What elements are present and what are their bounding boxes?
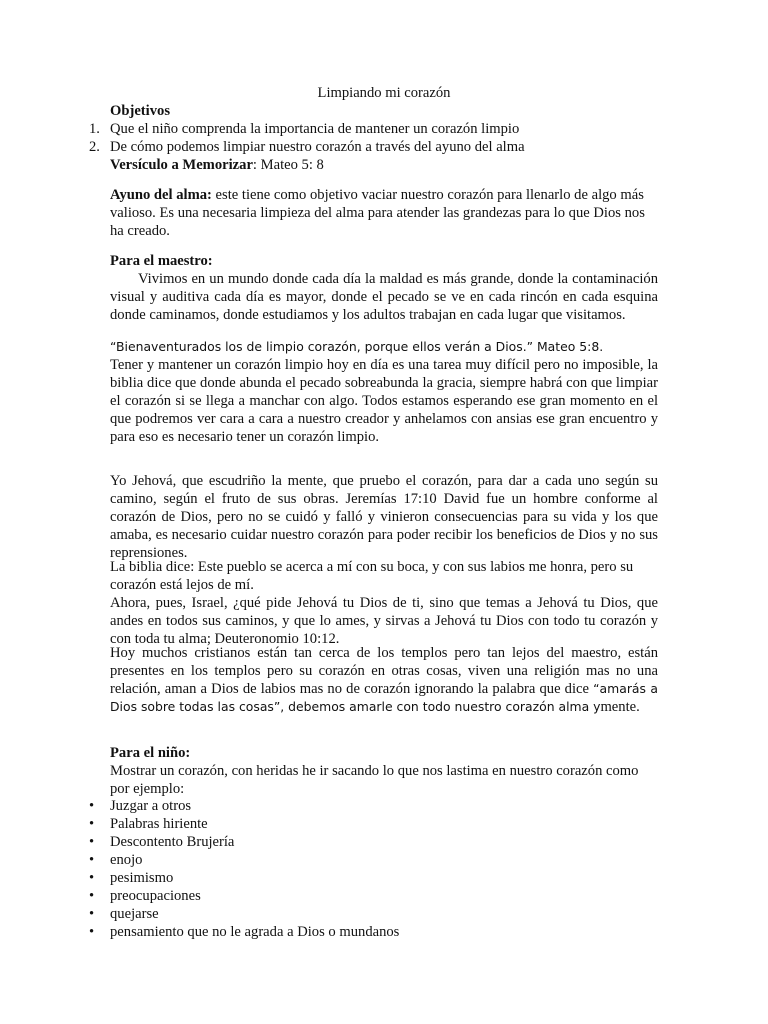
bullet-icon: • <box>89 924 95 940</box>
page-title: Limpiando mi corazón <box>317 85 451 101</box>
objectives-heading: Objetivos <box>110 103 170 119</box>
body-paragraph-deuteronomio: Ahora, pues, Israel, ¿qué pide Jehová tu Dios de ti, sino que temas a Jehová tu Dios, que andes en todos sus caminos, y que lo ames, y sirvas a Jehová tu Dios con todo tu corazón y con toda tu alma; Deuteronomio 10:12. <box>110 595 658 647</box>
maestro-heading: Para el maestro: <box>110 253 213 269</box>
body-paragraph-jeremias: Yo Jehová, que escudriño la mente, que pruebo el corazón, para dar a cada uno según su camino, según el fruto de sus obras. Jeremías 17:10 David fue un hombre conforme al corazón de Dios, pero no se cuidó y falló y vinieron consecuencias para su vida y los que amaba, es necesario cuidar nuestro corazón para poder recibir los beneficios de Dios y no sus reprensiones. <box>110 473 658 561</box>
ayuno-label: Ayuno del alma: <box>110 187 212 203</box>
nino-heading: Para el niño: <box>110 745 191 761</box>
ayuno-paragraph: Ayuno del alma: este tiene como objetivo vaciar nuestro corazón para llenarlo de algo más valioso. Es una necesaria limpieza del alma para atender las grandezas para lo que Dios nos ha creado. <box>110 187 645 239</box>
bullet-icon: • <box>89 798 95 814</box>
memory-verse-value: : Mateo 5: 8 <box>252 157 324 173</box>
maestro-quote: “Bienaventurados los de limpio corazón, porque ellos verán a Dios.” Mateo 5:8. <box>110 339 604 354</box>
memory-verse-label: Versículo a Memorizar <box>110 157 253 173</box>
maestro-paragraph-1: Vivimos en un mundo donde cada día la maldad es más grande, donde la contaminación visual y auditiva cada día es mayor, donde el pecado se ve en cada rincón en cada esquina donde caminamos, donde estudiamos y los adultos trabajan en cada lugar que visitamos. <box>110 271 658 323</box>
body-paragraph-cristianos: Hoy muchos cristianos están tan cerca de los templos pero tan lejos del maestro, están presentes en los templos pero su corazón en otras cosas, viven una religión mas no una relación, aman a Dios de labios mas no de corazón ignorando la palabra que dice “amarás a Dios sobre todas las cosas”, debemos amarle con todo nuestro corazón alma ymente. <box>110 645 658 715</box>
maestro-paragraph-2: Tener y mantener un corazón limpio hoy en día es una tarea muy difícil pero no imposible, la biblia dice que donde abunda el pecado sobreabunda la gracia, siempre habrá con que limpiar el corazón si se llega a manchar con algo. Todos estamos esperando ese gran momento en el que podremos ver cara a cara a nuestro creador y anhelamos con ansias ese gran encuentro y para eso es necesario tener un corazón limpio. <box>110 357 658 445</box>
bullet-icon: • <box>89 906 95 922</box>
memory-verse <box>110 156 324 174</box>
document-page: Limpiando mi corazón Objetivos 1. Que el niño comprenda la importancia de mantener un corazón limpio 2. De cómo podemos limpiar nuestro corazón a través del ayuno del alma Versículo a Memorizar: Mateo 5: 8 Ayuno del alma: este tiene como objetivo vaciar nuestro corazón para llenarlo de algo más valioso. Es una necesaria limpieza del alma para atender las grandezas para lo que Dios nos ha creado. Para el maestro: Vivimos en un mundo donde cada día la maldad es más grande, donde la contaminación visual y auditiva cada día es mayor, donde el pecado se ve en cada rincón en cada esquina donde caminamos, donde estudiamos y los adultos trabajan en cada lugar que visitamos. “Bienaventurados los de limpio corazón, porque ellos verán a Dios.” Mateo 5:8. Tener y mantener un corazón limpio hoy en día es una tarea muy difícil pero no imposible, la biblia dice que donde abunda el pecado sobreabunda la gracia, siempre habrá con que limpiar el corazón si se llega a manchar con algo. Todos estamos esperando ese gran momento en el que podremos ver cara a cara a nuestro creador y anhelamos con ansias ese gran encuentro y para eso es necesario tener un corazón limpio. Yo Jehová, que escudriño la mente, que pruebo el corazón, para dar a cada uno según su camino, según el fruto de sus obras. Jeremías 17:10 David fue un hombre conforme al corazón de Dios, pero no se cuidó y falló y vinieron consecuencias para su vida y los que amaba, es necesario cuidar nuestro corazón para poder recibir los beneficios de Dios y no sus reprensiones. La biblia dice: Este pueblo se acerca a mí con su boca, y con sus labios me honra, pero su corazón está lejos de mí. Ahora, pues, Israel, ¿qué pide Jehová tu Dios de ti, sino que temas a Jehová tu Dios, que andes en todos sus caminos, y que lo ames, y sirvas a Jehová tu Dios con todo tu corazón y con toda tu alma; Deuteronomio 10:12. Hoy muchos cristianos están tan cerca de los templos pero tan lejos del maestro, están presentes en los templos pero su corazón en otras cosas, viven una religión mas no una relación, aman a Dios de labios mas no de corazón ignorando la palabra que dice “amarás a Dios sobre todas las cosas”, debemos amarle con todo nuestro corazón alma ymente. Para el niño: Mostrar un corazón, con heridas he ir sacando lo que nos lastima en nuestro corazón como por ejemplo: • Juzgar a otros • Palabras hiriente • Descontento Brujería • enojo • pesimismo • preocupaciones • quejarse • pensamiento que no le agrada a Dios o mundanos <box>0 0 768 1024</box>
nino-intro: Mostrar un corazón, con heridas he ir sacando lo que nos lastima en nuestro corazón como por ejemplo: <box>110 763 639 797</box>
bullet-icon: • <box>89 870 95 886</box>
bullet-icon: • <box>89 816 95 832</box>
body-paragraph-biblia: La biblia dice: Este pueblo se acerca a mí con su boca, y con sus labios me honra, pero su corazón está lejos de mí. <box>110 559 634 593</box>
bullet-icon: • <box>89 852 95 868</box>
amaras-quote: “amarás a Dios sobre todas las cosas”, debemos amarle con todo nuestro corazón alma y <box>110 681 658 714</box>
bullet-icon: • <box>89 888 95 904</box>
bullet-icon: • <box>89 834 95 850</box>
